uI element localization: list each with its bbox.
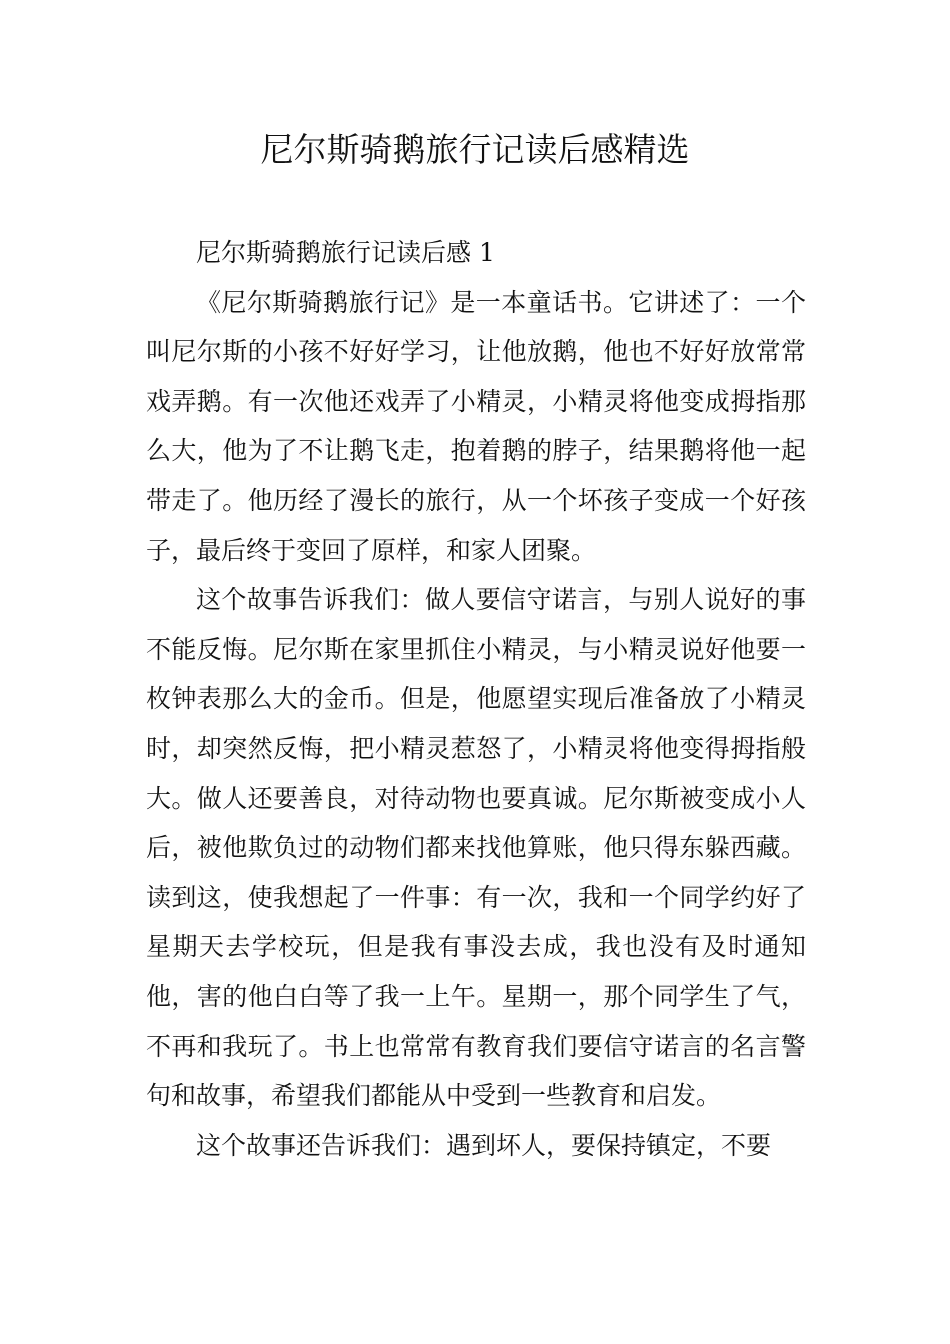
body-paragraph: 这个故事还告诉我们：遇到坏人，要保持镇定，不要 <box>196 1130 772 1160</box>
section-heading: 尼尔斯骑鹅旅行记读后感 1 <box>196 238 495 267</box>
body-paragraph: 这个故事告诉我们：做人要信守诺言，与别人说好的事不能反悔。尼尔斯在家里抓住小精灵，与小精灵说好他要一枚钟表那么大的金币。但是，他愿望实现后准备放了小精灵时，却突然反悔，把小精灵惹怒了，小精灵将他变得拇指般大。做人还要善良，对待动物也要真诚。尼尔斯被变成小人后，被他欺负过的动物们都来找他算账，他只得东躲西藏。读到这，使我想起了一件事：有一次，我和一个同学约好了星期天去学校玩，但是我有事没去成，我也没有及时通知他，害的他白白等了我一上午。星期一，那个同学生了气，不再和我玩了。书上也常常有教育我们要信守诺言的名言警句和故事，希望我们都能从中受到一些教育和启发。 <box>146 585 806 1111</box>
document-body <box>146 228 806 1170</box>
body-paragraph: 《尼尔斯骑鹅旅行记》是一本童话书。它讲述了：一个叫尼尔斯的小孩不好好学习，让他放鹅，他也不好好放常常戏弄鹅。有一次他还戏弄了小精灵，小精灵将他变成拇指那么大，他为了不让鹅飞走，抱着鹅的脖子，结果鹅将他一起带走了。他历经了漫长的旅行，从一个坏孩子变成一个好孩子，最后终于变回了原样，和家人团聚。 <box>146 287 806 565</box>
document-title: 尼尔斯骑鹅旅行记读后感精选 <box>260 130 690 169</box>
